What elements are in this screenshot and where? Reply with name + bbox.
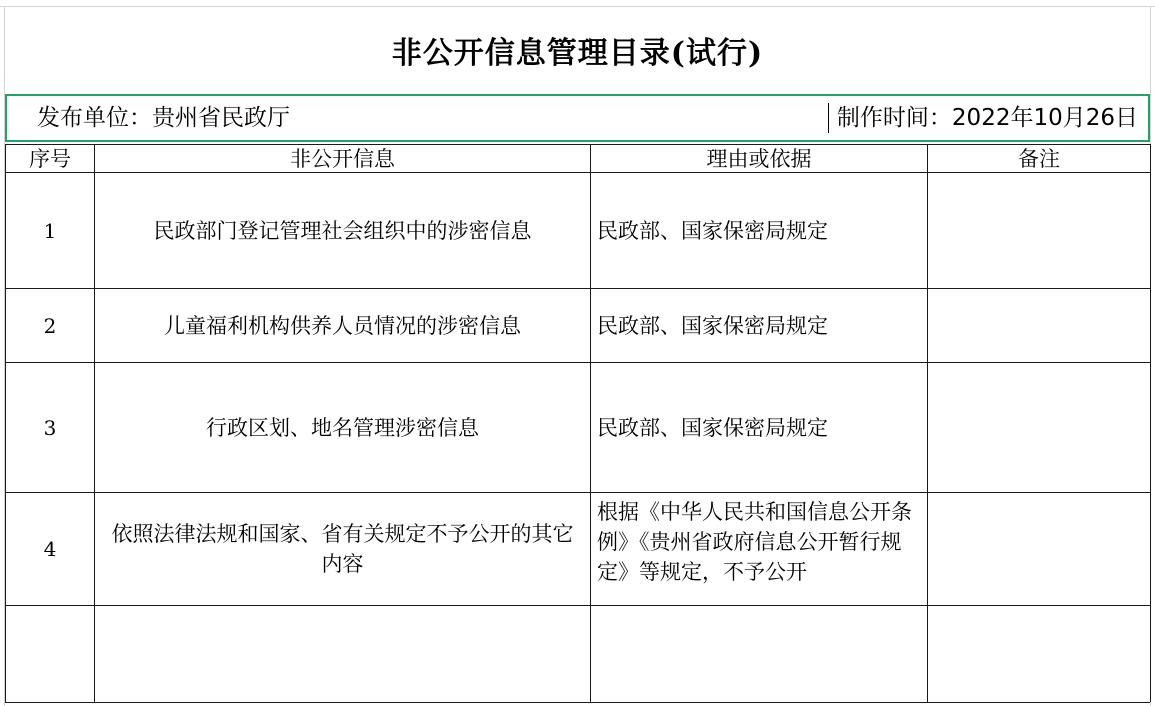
row-3-info: 行政区划、地名管理涉密信息 — [206, 415, 479, 440]
text-cursor — [828, 103, 829, 133]
row-4-remark — [928, 493, 1150, 605]
table-border-right — [1150, 144, 1151, 702]
publisher-info-row[interactable] — [5, 94, 1150, 142]
made-time-label: 制作时间： — [836, 105, 952, 131]
row-1-remark — [928, 173, 1150, 288]
document-title: 非公开信息管理目录(试行) — [391, 36, 764, 71]
row-2-reason: 民政部、国家保密局规定 — [597, 313, 828, 338]
row-2-remark — [928, 289, 1150, 362]
publisher-cell — [37, 96, 290, 140]
row-4-reason: 根据《中华人民共和国信息公开条例》《贵州省政府信息公开暂行规定》等规定，不予公开 — [597, 500, 912, 584]
publisher-label: 发布单位： — [37, 105, 152, 131]
row-2-info: 儿童福利机构供养人员情况的涉密信息 — [164, 313, 521, 338]
row-1-index: 1 — [43, 218, 57, 243]
header-remark: 备注 — [1018, 146, 1060, 171]
row-5-remark — [928, 606, 1150, 702]
row-5-index — [6, 606, 94, 702]
header-info: 非公开信息 — [290, 146, 395, 171]
row-5-info — [95, 606, 590, 702]
publisher-value: 贵州省民政厅 — [152, 105, 290, 131]
row-4-info: 依照法律法规和国家、省有关规定不予公开的其它内容 — [111, 522, 574, 576]
row-5-reason — [591, 606, 927, 702]
row-3-remark — [928, 363, 1150, 492]
row-1-info: 民政部门登记管理社会组织中的涉密信息 — [153, 218, 532, 243]
header-reason: 理由或依据 — [706, 146, 812, 171]
row-4-index: 4 — [43, 537, 57, 561]
row-1-reason: 民政部、国家保密局规定 — [597, 218, 828, 243]
row-3-reason: 民政部、国家保密局规定 — [597, 415, 828, 440]
made-time-cell — [837, 96, 1138, 140]
row-3-index: 3 — [43, 415, 57, 440]
header-index: 序号 — [29, 146, 71, 171]
made-time-value: 2022年10月26日 — [951, 105, 1138, 131]
row-2-index: 2 — [43, 313, 57, 338]
row-5-bottom-border — [5, 702, 1150, 703]
sheet-top-gridline — [0, 6, 1155, 7]
